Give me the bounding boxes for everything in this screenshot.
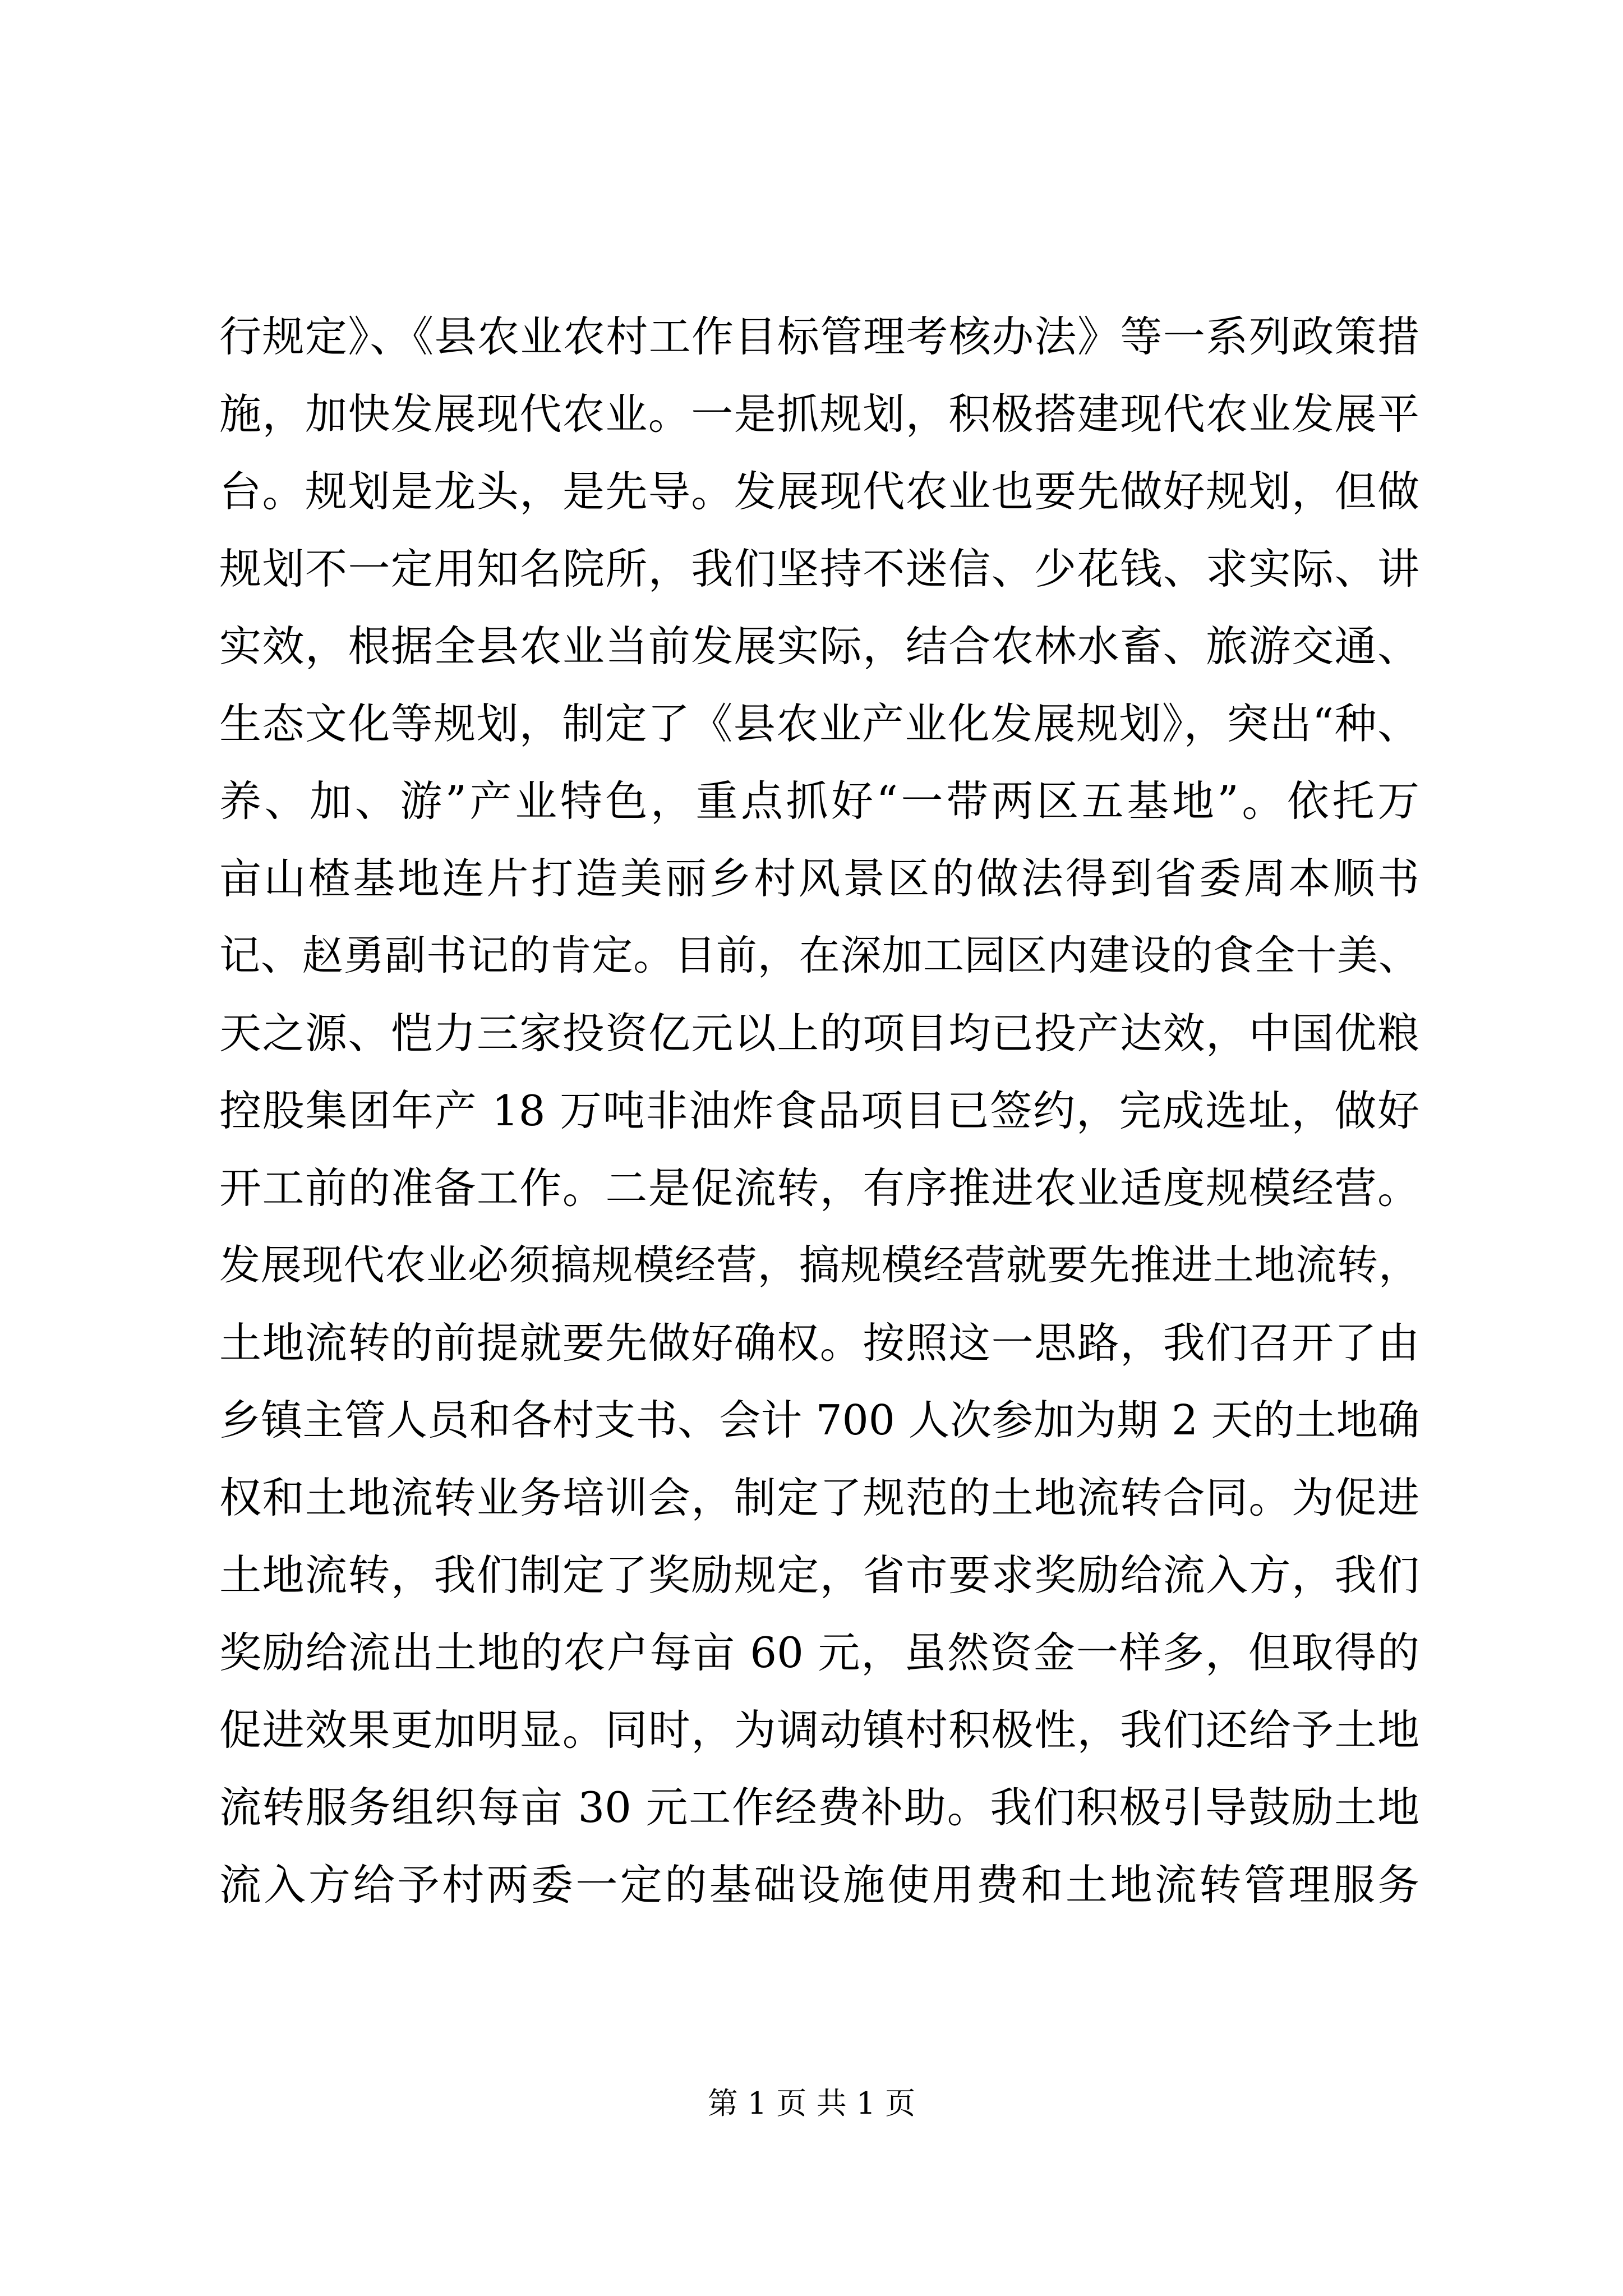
text-line: 控股集团年产 18 万吨非油炸食品项目已签约，完成选址，做好	[219, 1086, 1419, 1135]
text-line: 亩山楂基地连片打造美丽乡村风景区的做法得到省委周本顺书	[219, 854, 1419, 903]
text-line: 开工前的准备工作。二是促流转，有序推进农业适度规模经营。	[219, 1163, 1419, 1213]
text-line: 权和土地流转业务培训会，制定了规范的土地流转合同。为促进	[219, 1473, 1419, 1522]
text-line: 记、赵勇副书记的肯定。目前，在深加工园区内建设的食全十美、	[219, 932, 1419, 979]
text-line: 天之源、恺力三家投资亿元以上的项目均已投产达效，中国优粮	[219, 1009, 1419, 1058]
page-footer: 第 1 页 共 1 页	[707, 2086, 916, 2121]
text-line: 台。规划是龙头，是先导。发展现代农业也要先做好规划，但做	[219, 467, 1419, 516]
text-line: 乡镇主管人员和各村支书、会计 700 人次参加为期 2 天的土地确	[219, 1396, 1419, 1444]
text-line: 养、加、游”产业特色，重点抓好“一带两区五基地”。依托万	[219, 776, 1419, 826]
body-text	[219, 298, 1419, 1924]
text-line: 奖励给流出土地的农户每亩 60 元，虽然资金一样多，但取得的	[219, 1628, 1419, 1677]
text-line: 土地流转的前提就要先做好确权。按照这一思路，我们召开了由	[219, 1318, 1419, 1368]
text-line: 生态文化等规划，制定了《县农业产业化发展规划》，突出“种、	[219, 699, 1419, 748]
text-line: 促进效果更加明显。同时，为调动镇村积极性，我们还给予土地	[219, 1705, 1419, 1755]
text-line: 施，加快发展现代农业。一是抓规划，积极搭建现代农业发展平	[219, 389, 1419, 439]
text-line: 实效，根据全县农业当前发展实际，结合农林水畜、旅游交通、	[219, 622, 1419, 671]
text-line: 行规定》、《县农业农村工作目标管理考核办法》等一系列政策措	[219, 312, 1419, 361]
text-line: 土地流转，我们制定了奖励规定，省市要求奖励给流入方，我们	[219, 1550, 1419, 1600]
text-line: 流入方给予村两委一定的基础设施使用费和土地流转管理服务	[219, 1860, 1419, 1910]
text-line: 发展现代农业必须搞规模经营，搞规模经营就要先推进土地流转，	[219, 1241, 1419, 1289]
text-line: 规划不一定用知名院所，我们坚持不迷信、少花钱、求实际、讲	[219, 544, 1419, 593]
text-line: 流转服务组织每亩 30 元工作经费补助。我们积极引导鼓励土地	[219, 1783, 1419, 1832]
